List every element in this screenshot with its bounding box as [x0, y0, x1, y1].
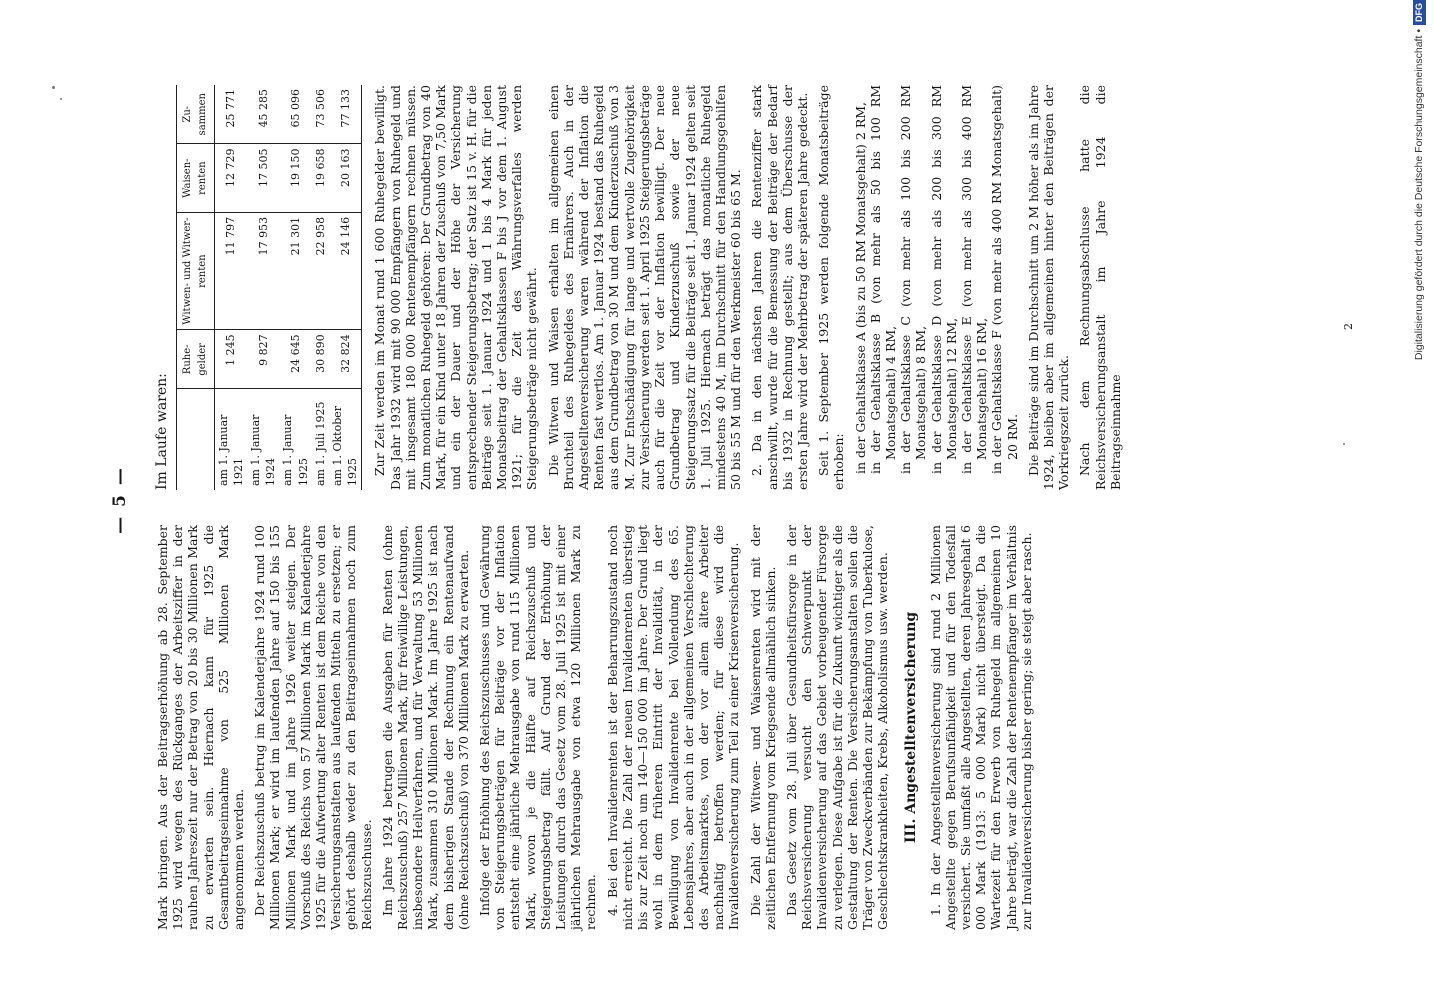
table-cell: 45 285: [247, 85, 279, 144]
table-cell: am 1. Januar 1921: [216, 414, 245, 486]
table-cell: 25 771: [214, 85, 247, 144]
table-cell: am 1. Januar 1925: [281, 414, 310, 486]
table-cell: 19 658: [312, 144, 329, 212]
paragraph: 2. Da in den nächsten Jahren die Rentenziffer stark anschwillt, wurde für die Bemessung der Beiträge der Bedarf bis 1932 in Rechnung gestellt; aus dem Überschusse der ersten Jahre wird der Mehrbetrag der späteren Jahre gedeckt.: [749, 85, 810, 490]
table-row: [312, 85, 329, 490]
table-cell: 1 245: [214, 330, 247, 389]
paragraph: Das Gesetz vom 28. Juli über Gesundheitsfürsorge in der Reichsversicherung versucht den Schwerpunkt der Invalidenversicherung auf das Gebiet vorbeugender Fürsorge zu verlegen. Diese Aufgabe ist für die Zukunft wichtiger als die Gestaltung der Renten. Die Versicherungsanstalten sollen die Träger von Zweckverbänden zur Bekämpfung von Tuberkulose, Geschlechtskrankheiten, Krebs, Alkoholismus usw. werden.: [783, 525, 891, 930]
table-header: Zu-sammen: [177, 85, 214, 144]
paragraph: Die Witwen und Waisen erhalten im allgemeinen einen Bruchteil des Ruhegeldes des Ernährers. Auch in der Angestelltenversicherung waren während der Inflation die Renten fast wertlos. Am 1. Januar 1924 bestand das Ruhegeld aus dem Grundbetrag von 30 M und dem Kinderzuschuß von 3 M. Zur Entschädigung für lange und wertvolle Zugehörigkeit zur Versicherung werden seit 1. April 1925 Steigerungsbeträge auch für die Zeit vor der Inflation bewilligt. Der neue Grundbetrag und Kinderzuschuß sowie der neue Steigerungssatz für die Beiträge seit 1. Januar 1924 gelten seit 1. Juli 1925. Hiernach beträgt das monatliche Ruhegeld mindestens 40 M, im Durchschnitt für den Handlungsgehilfen 50 bis 55 M und für den Werkmeister 60 bis 65 M.: [545, 85, 744, 490]
table-cell: 12 729: [214, 144, 247, 212]
table-header: Ruhe-gelder: [177, 330, 214, 389]
paragraph: Der Reichszuschuß betrug im Kalenderjahre 1924 rund 100 Millionen Mark; er wird im laufenden Jahre auf 150 bis 155 Millionen Mark und im Jahre 1926 weiter steigen. Der Vorschuß des Reichs von 57 Millionen Mark im Kalenderjahre 1925 für die Aufwertung alter Renten ist dem Reiche von den Versicherungsanstalten aus laufenden Mitteln zu ersetzen; er gehört deshalb weder zu den Beitragseinnahmen noch zum Reichszuschusse.: [252, 525, 374, 930]
scan-speck: [52, 86, 55, 89]
section-heading: III. Angestelltenversicherung: [903, 611, 920, 844]
table-header-row: [177, 85, 214, 490]
table-row: [329, 85, 362, 490]
list-item: in der Gehaltsklasse D (von mehr als 200 bis 300 RM Monatsgehalt) 12 RM,: [928, 85, 959, 474]
table-cell: 30 890: [312, 330, 329, 389]
list-item: in der Gehaltsklasse A (bis zu 50 RM Monatsgehalt) 2 RM,: [852, 101, 868, 474]
table-cell: 17 953: [247, 212, 279, 330]
table-header: [177, 389, 214, 490]
paragraph: Seit 1. September 1925 werden folgende Monatsbeiträge erhoben:: [816, 85, 847, 490]
table-row: [279, 85, 311, 490]
list-item: in der Gehaltsklasse B (von mehr als 50 bis 100 RM Monatsgehalt) 4 RM,: [867, 85, 898, 474]
table-intro: Im Laufe waren:: [154, 373, 170, 490]
table-cell: 65 096: [279, 85, 311, 144]
paragraph: Nach dem Rechnungsabschlusse hatte die Reichsversicherungsanstalt im Jahre 1924 die Beitragseinnahme: [1077, 85, 1123, 490]
list-item: in der Gehaltsklasse F (von mehr als 400 RM Monatsgehalt) 20 RM.: [989, 85, 1020, 474]
paragraph: 4. Bei den Invalidenrenten ist der Beharrungszustand noch nicht erreicht. Die Zahl der neuen Invalidenrenten überstieg bis zur Zeit noch um 140—150 000 im Jahre. Der Grund liegt wohl in dem früheren Eintritt der Invalidität, in der Bewilligung von Invalidenrente bei Vollendung des 65. Lebensjahres, aber auch in der allgemeinen Verschlechterung des Arbeitsmarktes, von der vor allem ältere Arbeiter nachhaltig betroffen werden; für diese wird die Invalidenversicherung zum Teil zu einer Krisenversicherung.: [604, 525, 742, 930]
page-footer-marker: 2: [1342, 323, 1355, 330]
table-cell: 32 824: [329, 330, 362, 389]
contribution-list: [853, 85, 1020, 490]
table-cell: am 1. Januar 1924: [249, 414, 278, 486]
paragraph: Im Jahre 1924 betrugen die Ausgaben für Renten (ohne Reichszuschuß) 257 Millionen Mark, für freiwillige Leistungen, insbesondere Heilverfahren, und für Verwaltung 53 Millionen Mark, zusammen 310 Millionen Mark. Im Jahre 1925 ist nach dem bisherigen Stande der Rechnung ein Rentenaufwand (ohne Reichszuschuß) von 370 Millionen Mark zu erwarten.: [379, 525, 471, 930]
table-row: [214, 85, 247, 490]
table-header: Waisen-renten: [177, 144, 214, 212]
table-cell: 20 163: [329, 144, 362, 212]
table-cell: 22 958: [312, 212, 329, 330]
table-cell: 9 827: [247, 330, 279, 389]
table-cell: 21 301: [279, 212, 311, 330]
pension-statistics-table: [176, 85, 362, 490]
right-column: [155, 85, 1335, 490]
paragraph: Die Zahl der Witwen- und Waisenrenten wird mit der zeitlichen Entfernung vom Kriegsende allmählich sinken.: [747, 525, 778, 930]
scan-speck: [1343, 443, 1345, 445]
table-cell: 77 133: [329, 85, 362, 144]
table-cell: am 1. Juli 1925: [313, 401, 327, 486]
table-header: Witwen- und Witwer-renten: [177, 212, 214, 330]
dfg-logo: DFG: [1413, 0, 1426, 25]
table-row: [247, 85, 279, 490]
paragraph: 1. In der Angestelltenversicherung sind rund 2 Millionen Angestellte gegen Berufsunfähigkeit und für den Todesfall versichert. Sie umfaßt alle Angestellten, deren Jahresgehalt 6 000 Mark (1913: 5 000 Mark) nicht übersteigt. Da die Wartezeit für den Erwerb von Ruhegeld im allgemeinen 10 Jahre beträgt, war die Zahl der Rentenempfänger im Verhältnis zur Invalidenversicherung bisher gering; sie steigt aber rasch.: [927, 525, 1034, 930]
table-cell: 17 505: [247, 144, 279, 212]
table-cell: am 1. Oktober 1925: [331, 405, 360, 486]
table-cell: 73 506: [312, 85, 329, 144]
paragraph: Mark bringen. Aus der Beitragserhöhung ab 28. September 1925 wird wegen des Rückganges der Arbeitsziffer in der rauhen Jahreszeit nur der Betrag von 20 bis 30 Millionen Mark zu erwarten sein. Hiernach kann für 1925 die Gesamtbeitragseinnahme von 525 Millionen Mark angenommen werden.: [155, 525, 247, 930]
list-item: in der Gehaltsklasse E (von mehr als 300 bis 400 RM Monatsgehalt) 16 RM,: [958, 85, 990, 474]
scan-speck: [60, 98, 62, 100]
page-number-header: — 5 —: [110, 466, 130, 534]
paragraph: Zur Zeit werden im Monat rund 1 600 Ruhegelder bewilligt. Das Jahr 1932 wird mit 90 000 Empfängern von Ruhegeld und mit insgesamt 180 000 Rentenempfängern rechnen müssen. Zum monatlichen Ruhegeld gehören: Der Grundbetrag von 40 Mark, für ein Kind unter 18 Jahren der Zuschuß von 7,50 Mark und ein der Dauer und der Höhe der Versicherung entsprechender Steigerungsbetrag; der Satz ist 15 v. H. für die Beiträge seit 1. Januar 1924 und 1 bis 4 Mark für jeden Monatsbeitrag der Gehaltsklassen F bis J vor dem 1. August 1921; für die Zeit des Währungsverfalles werden Steigerungsbeträge nicht gewährt.: [372, 85, 540, 490]
document-page: [110, 70, 1370, 930]
table-cell: 24 146: [329, 212, 362, 330]
left-column: [155, 525, 1335, 930]
attribution-text: Digitalisierung gefördert durch die Deutsche Forschungsgemeinschaft •: [1413, 29, 1425, 361]
table-cell: 19 150: [279, 144, 311, 212]
digitization-attribution: [1413, 0, 1429, 990]
paragraph: Infolge der Erhöhung des Reichszuschusses und Gewährung von Steigerungsbeträgen für Beiträge vor der Inflation entsteht eine jährliche Mehrausgabe von rund 115 Millionen Mark, wovon je die Hälfte auf Reichszuschuß und Steigerungsbetrag fällt. Auf Grund der Erhöhung der Leistungen durch das Gesetz vom 28. Juli 1925 ist mit einer jährlichen Mehrausgabe von etwa 120 Millionen Mark zu rechnen.: [477, 525, 599, 930]
table-cell: 24 645: [279, 330, 311, 389]
table-cell: 11 797: [214, 212, 247, 330]
list-item: in der Gehaltsklasse C (von mehr als 100 bis 200 RM Monatsgehalt) 8 RM,: [898, 85, 929, 474]
paragraph: Die Beiträge sind im Durchschnitt um 2 M höher als im Jahre 1924, bleiben aber im allgemeinen hinter den Beiträgen der Vorkriegszeit zurück.: [1025, 85, 1072, 490]
